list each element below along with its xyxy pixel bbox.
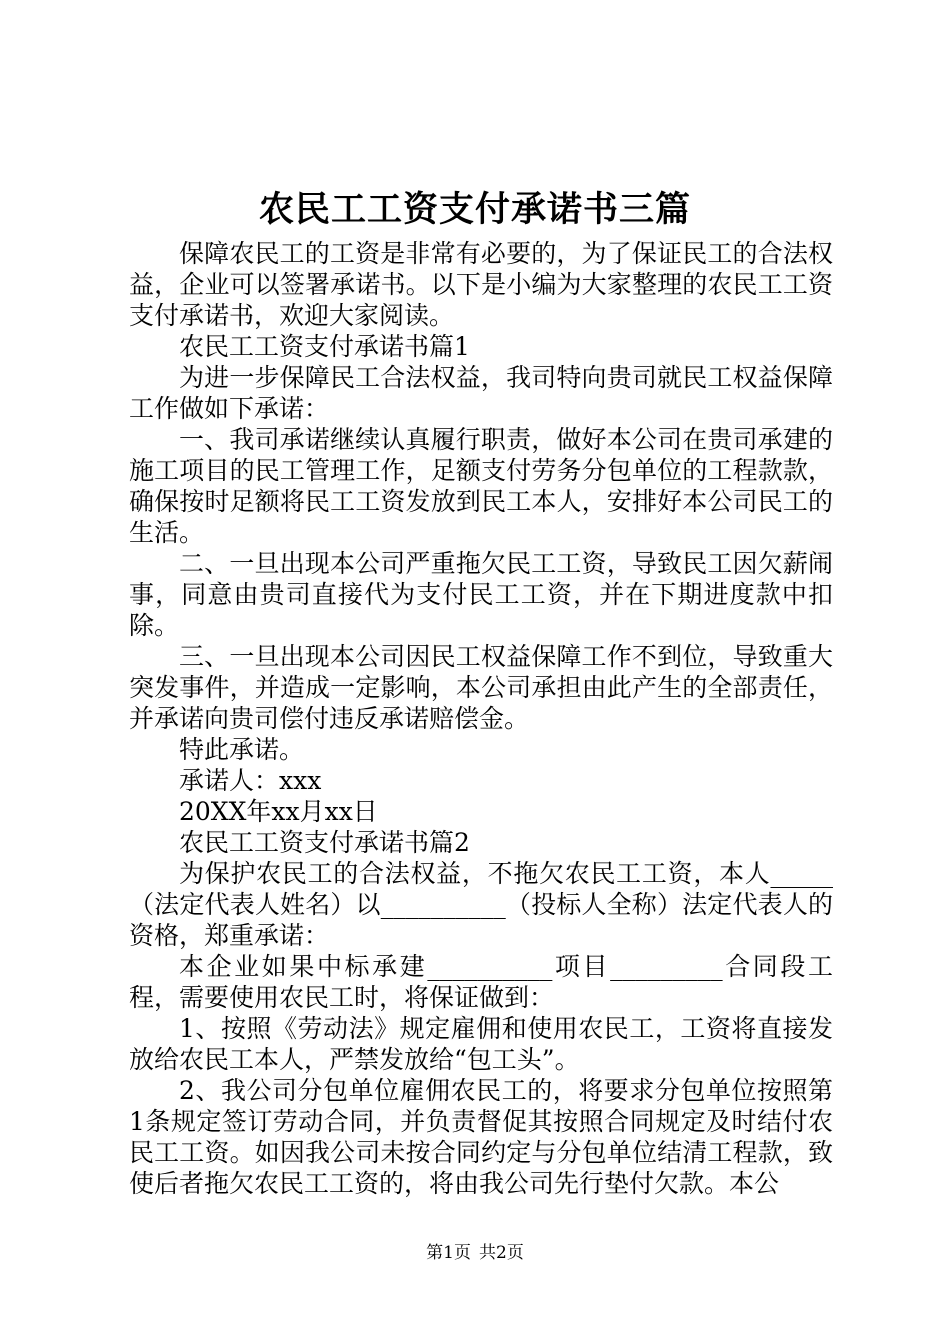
body-paragraph: 为进一步保障民工合法权益，我司特向贵司就民工权益保障工作做如下承诺： — [129, 363, 833, 423]
page-number-total: 共2页 — [479, 1243, 524, 1263]
section-heading-2: 农民工工资支付承诺书篇2 — [179, 828, 470, 857]
body-paragraph: 为保护农民工的合法权益，不拖欠农民工工资，本人_____（法定代表人姓名）以__________（投标人全称）法定代表人的资格，郑重承诺： — [129, 859, 833, 950]
document-title: 农民工工资支付承诺书三篇 — [258, 189, 691, 230]
date-line: 20XX年xx月xx日 — [179, 797, 378, 826]
body-paragraph: 本企业如果中标承建__________项目_________合同段工程，需要使用农民工时，将保证做到： — [129, 952, 833, 1012]
signatory-line: 承诺人：xxx — [179, 766, 322, 795]
body-paragraph: 1、按照《劳动法》规定雇佣和使用农民工，工资将直接发放给农民工本人，严禁发放给“包工头”。 — [129, 1014, 833, 1074]
page-footer — [0, 1241, 950, 1265]
intro-paragraph: 保障农民工的工资是非常有必要的，为了保证民工的合法权益，企业可以签署承诺书。以下是小编为大家整理的农民工工资支付承诺书，欢迎大家阅读。 — [129, 239, 833, 330]
body-paragraph: 三、一旦出现本公司因民工权益保障工作不到位，导致重大突发事件，并造成一定影响，本公司承担由此产生的全部责任，并承诺向贵司偿付违反承诺赔偿金。 — [129, 642, 833, 733]
section-heading-1: 农民工工资支付承诺书篇1 — [179, 332, 470, 361]
body-paragraph: 2、我公司分包单位雇佣农民工的，将要求分包单位按照第1条规定签订劳动合同，并负责督促其按照合同规定及时结付农民工工资。如因我公司未按合同约定与分包单位结清工程款，致使后者拖欠农民工工资的，将由我公司先行垫付欠款。本公 — [129, 1076, 833, 1198]
body-paragraph: 二、一旦出现本公司严重拖欠民工工资，导致民工因欠薪闹事，同意由贵司直接代为支付民工工资，并在下期进度款中扣除。 — [129, 549, 833, 640]
body-paragraph: 一、我司承诺继续认真履行职责，做好本公司在贵司承建的施工项目的民工管理工作，足额支付劳务分包单位的工程款款，确保按时足额将民工工资发放到民工本人，安排好本公司民工的生活。 — [129, 425, 833, 547]
document-body — [129, 238, 833, 1199]
page-number-current: 第1页 — [426, 1243, 471, 1263]
closing-line: 特此承诺。 — [179, 735, 305, 764]
